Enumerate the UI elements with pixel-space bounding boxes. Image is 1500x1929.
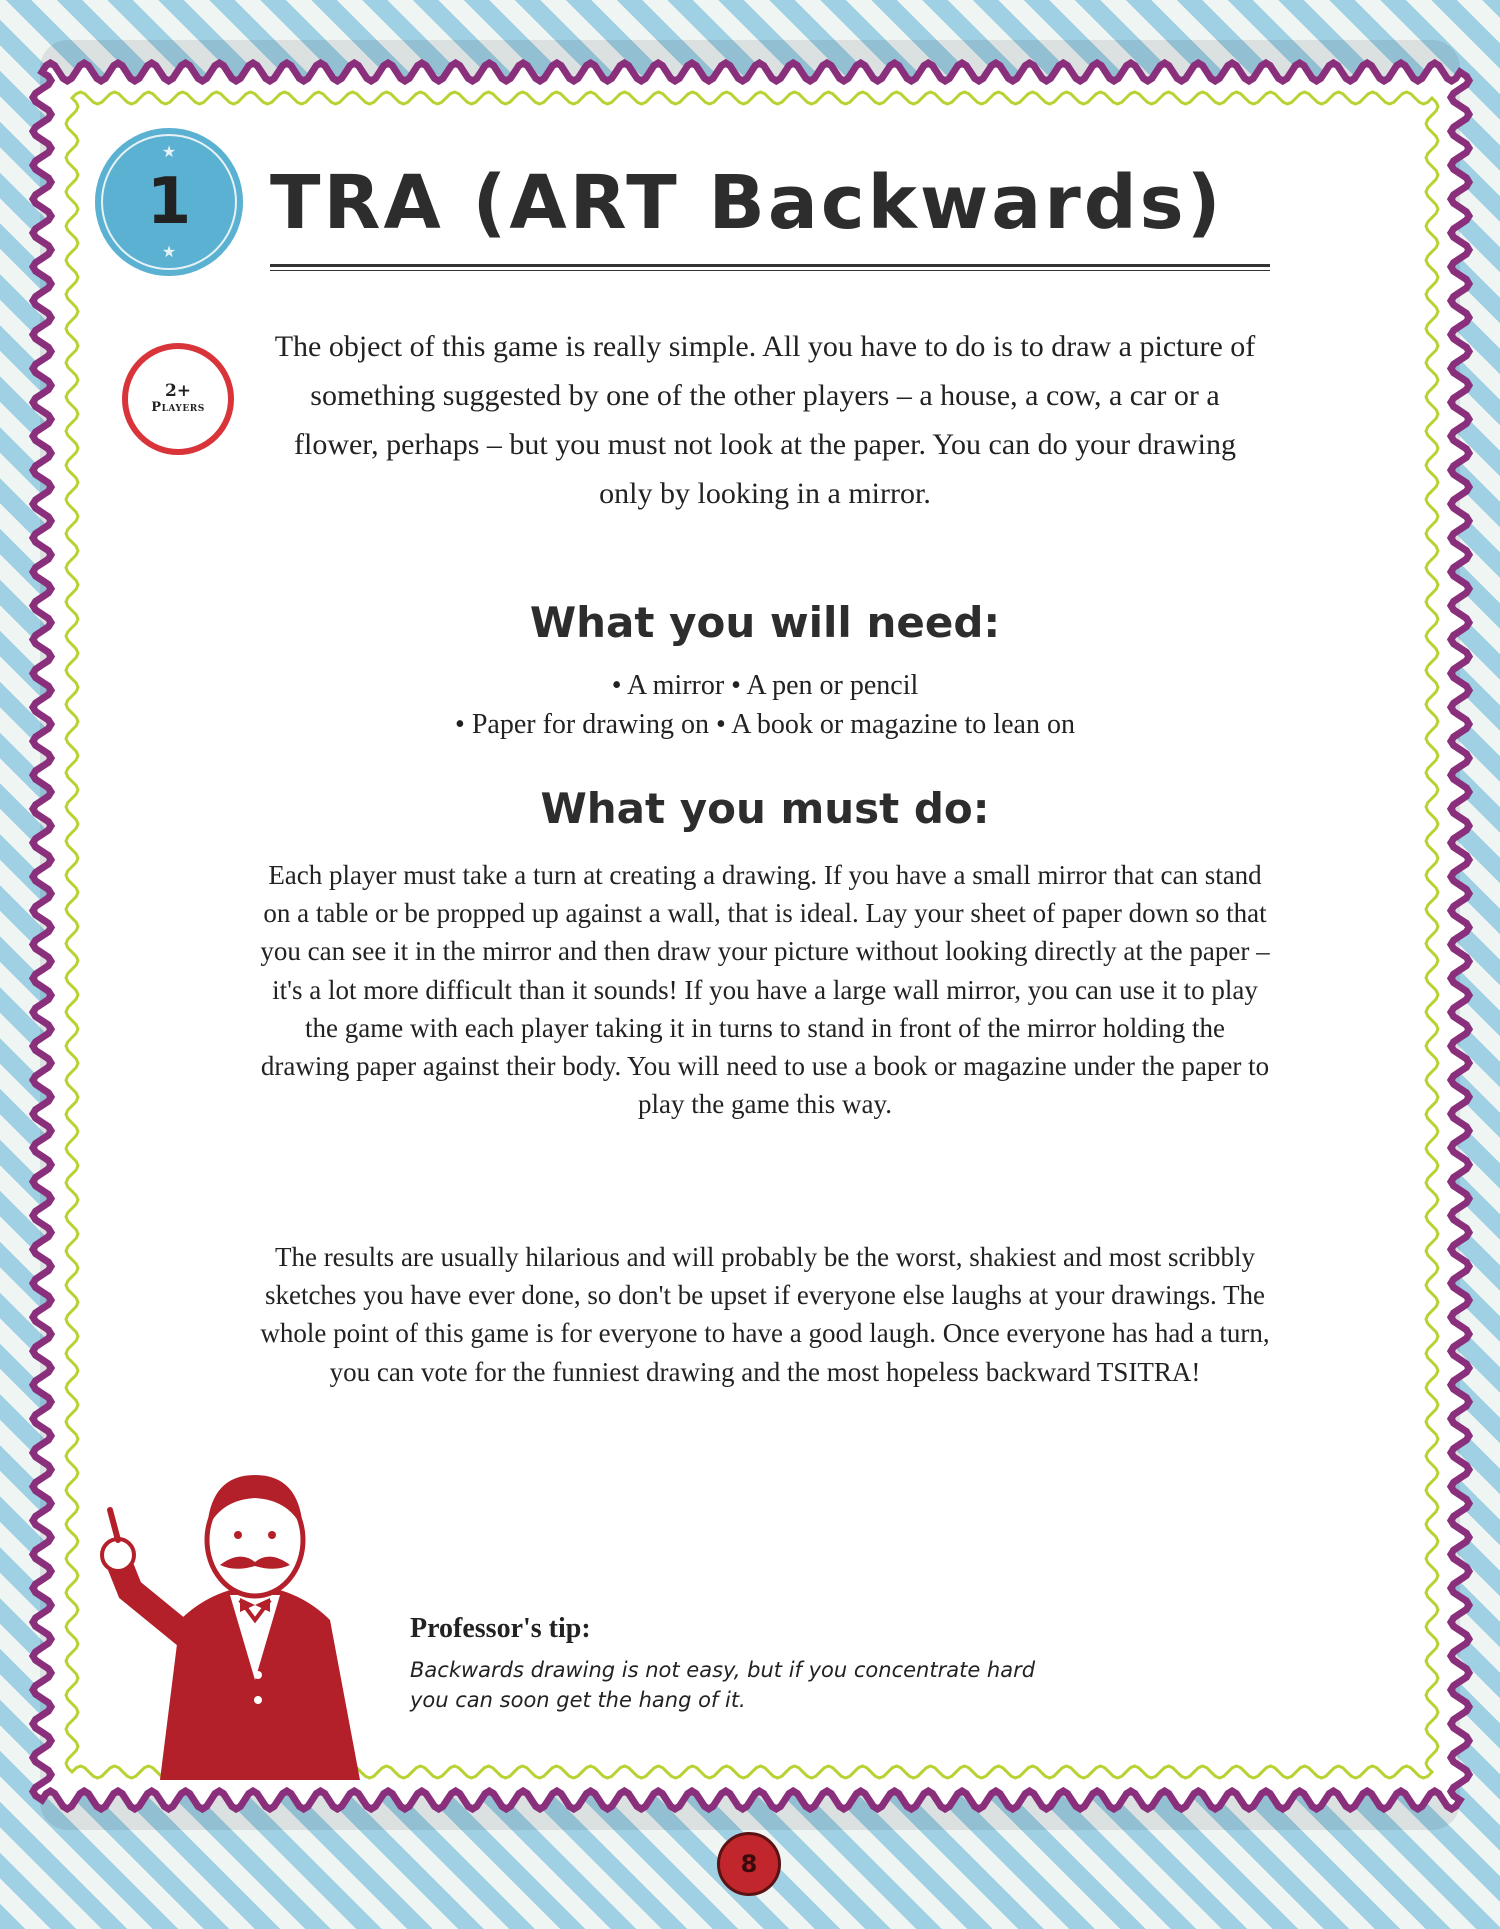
need-heading: What you will need: [529,598,1001,647]
players-count: 2+ [164,380,192,401]
star-icon: ★ [161,244,177,261]
page-number: 8 [717,1832,781,1896]
need-list-line: • Paper for drawing on • A book or magazine to lean on [455,709,1075,740]
game-number: 1 [146,165,192,239]
need-list-line: • A mirror • A pen or pencil [611,670,919,701]
do-heading: What you must do: [540,784,990,833]
page-title: TRA (ART Backwards) [270,160,1224,246]
professor-illustration [90,1420,420,1780]
instructions-paragraph: Each player must take a turn at creating a drawing. If you have a small mirror that can stand on a table or be propped up against a wall, that is ideal. Lay your sheet of paper down so that you can see it in the mirror and then draw your picture without looking directly at the paper – it's a lot more difficult than it sounds! If you have a large wall mirror, you can use it to play the game with each player taking it in turns to stand in front of the mirror holding the drawing paper against their body. You will need to use a book or magazine under the paper to play the game this way. [260,860,1270,1120]
tip-title: Professor's tip: [410,1613,591,1644]
title-underline [270,264,1270,271]
star-icon: ★ [161,144,177,161]
players-badge [122,343,234,455]
game-number-badge [95,128,243,276]
intro-paragraph: The object of this game is really simple. All you have to do is to draw a picture of something suggested by one of the other players – a house, a cow, a car or a flower, perhaps – but you must not look at the paper. You can do your drawing only by looking in a mirror. [274,330,1256,510]
players-label: Players [151,400,205,416]
results-paragraph: The results are usually hilarious and will probably be the worst, shakiest and most scribbly sketches you have ever done, so don't be upset if everyone else laughs at your drawings. The whole point of this game is for everyone to have a good laugh. Once everyone has had a turn, you can vote for the funniest drawing and the most hopeless backward TSITRA! [260,1242,1270,1387]
tip-text: Backwards drawing is not easy, but if you concentrate hard you can soon get the hang of it. [410,1658,1036,1712]
